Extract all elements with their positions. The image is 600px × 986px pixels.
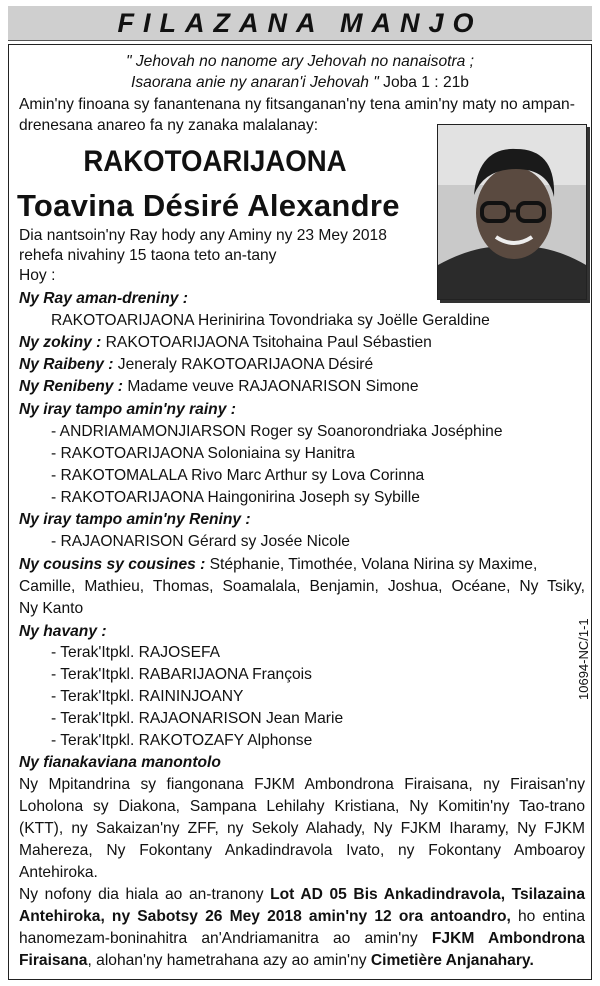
reference-code: 10694-NC/1-1 [576, 618, 591, 700]
death-line-3: Hoy : [19, 267, 56, 284]
grandmother-label: Ny Renibeny : [19, 378, 123, 395]
portrait-image [438, 125, 586, 299]
funeral-text: Ny nofony dia hiala ao an-tranony [19, 886, 271, 903]
brother-label: Ny zokiny : [19, 334, 102, 351]
comforters-line: Ny Mpitandrina sy fiangonana FJKM Ambondrona Firaisana, ny Firaisan'ny [19, 776, 585, 793]
relatives-item: - Terak'Itpkl. RABARIJAONA François [51, 666, 312, 683]
funeral-text: hanomezam-boninahitra an'Andriamanitra ao amin'ny [19, 930, 432, 947]
father-side-item: - RAKOTOARIJAONA Haingonirina Joseph sy Sybille [51, 489, 420, 506]
relatives-item: - Terak'Itpkl. RAJAONARISON Jean Marie [51, 710, 344, 727]
intro-line-2: drenesana anareo fa ny zanaka malalanay: [19, 117, 319, 134]
cousins-line-3: Ny Kanto [19, 600, 84, 617]
grandmother-line [19, 377, 419, 397]
verse-reference: Joba 1 : 21b [383, 74, 469, 91]
death-line-2: rehefa nivahiny 15 taona teto an-tany [19, 247, 277, 264]
funeral-cemetery: Cimetière Anjanahary. [370, 952, 534, 969]
intro-line-1: Amin'ny finoana sy fanantenana ny fitsanganan'ny tena amin'ny maty no ampan- [19, 96, 575, 113]
funeral-line-4 [19, 951, 534, 971]
cousins-line-2: Camille, Mathieu, Thomas, Soamalala, Benjamin, Joshua, Océane, Ny Tsiky, [19, 578, 585, 595]
verse-line-2 [0, 73, 600, 93]
relatives-label: Ny havany : [19, 623, 107, 640]
grandfather-name: Jeneraly RAKOTOARIJAONA Désiré [113, 356, 374, 373]
grandfather-label: Ny Raibeny : [19, 356, 114, 373]
funeral-text: , alohan'ny hametrahana azy ao amin'ny [87, 952, 371, 969]
father-side-item: - RAKOTOMALALA Rivo Marc Arthur sy Lova Corinna [51, 467, 425, 484]
brother-name: RAKOTOARIJAONA Tsitohaina Paul Sébastien [101, 334, 432, 351]
relatives-item: - Terak'Itpkl. RAININJOANY [51, 688, 244, 705]
relatives-item: - Terak'Itpkl. RAJOSEFA [51, 644, 221, 661]
comforters-label: Ny fianakaviana manontolo [19, 754, 221, 771]
death-line-1: Dia nantsoin'ny Ray hody any Aminy ny 23 Mey 2018 [19, 227, 387, 244]
funeral-address: Lot AD 05 Bis Ankadindravola, Tsilazaina [270, 886, 585, 903]
verse-text: Isaorana anie ny anaran'i Jehovah " [131, 74, 384, 91]
comforters-line: (KTT), ny Sakaizan'ny ZFF, ny Sekoly Alahady, Ny FJKM Iharamy, Ny FJKM [19, 820, 585, 837]
funeral-date-time: Antehiroka, ny Sabotsy 26 Mey 2018 amin'ny 12 ora antoandro, [19, 908, 511, 925]
relatives-item: - Terak'Itpkl. RAKOTOZAFY Alphonse [51, 732, 313, 749]
funeral-church: FJKM Ambondrona [431, 930, 585, 947]
comforters-line: Mahereza, Ny Fokontany Ankadindravola Ivato, ny Fokontany Amboaroy [19, 842, 585, 859]
mother-side-item: - RAJAONARISON Gérard sy Josée Nicole [51, 533, 350, 550]
comforters-line: Antehiroka. [19, 864, 98, 881]
deceased-surname: RAKOTOARIJAONA [83, 145, 347, 178]
brother-line [19, 333, 432, 353]
funeral-line-2 [19, 907, 585, 927]
father-side-item: - RAKOTOARIJAONA Soloniaina sy Hanitra [51, 445, 355, 462]
deceased-photo [437, 124, 587, 300]
mother-side-label: Ny iray tampo amin'ny Reniny : [19, 511, 251, 528]
funeral-church-2: Firaisana [19, 952, 88, 969]
verse-line-1: " Jehovah no nanome ary Jehovah no nanaisotra ; [126, 53, 474, 70]
cousins-line-1 [19, 555, 537, 575]
comforters-line: Loholona sy Diakona, Sampana Lehilahy Kristiana, Ny Komitin'ny Tao-trano [19, 798, 585, 815]
cousins-label: Ny cousins sy cousines : [19, 556, 206, 573]
parents-names: RAKOTOARIJAONA Herinirina Tovondriaka sy Joëlle Geraldine [51, 312, 490, 329]
deceased-given-names: Toavina Désiré Alexandre [17, 188, 400, 223]
father-side-item: - ANDRIAMAMONJIARSON Roger sy Soanorondriaka Joséphine [51, 423, 503, 440]
grandfather-line [19, 355, 373, 375]
funeral-line-3 [19, 929, 585, 949]
funeral-line-1 [19, 885, 585, 905]
notice-title: FILAZANA MANJO [8, 6, 592, 41]
parents-label: Ny Ray aman-dreniny : [19, 290, 188, 307]
funeral-text: ho entina [510, 908, 585, 925]
grandmother-name: Madame veuve RAJAONARISON Simone [122, 378, 419, 395]
father-side-label: Ny iray tampo amin'ny rainy : [19, 401, 236, 418]
cousins-names: Stéphanie, Timothée, Volana Nirina sy Maxime, [205, 556, 538, 573]
